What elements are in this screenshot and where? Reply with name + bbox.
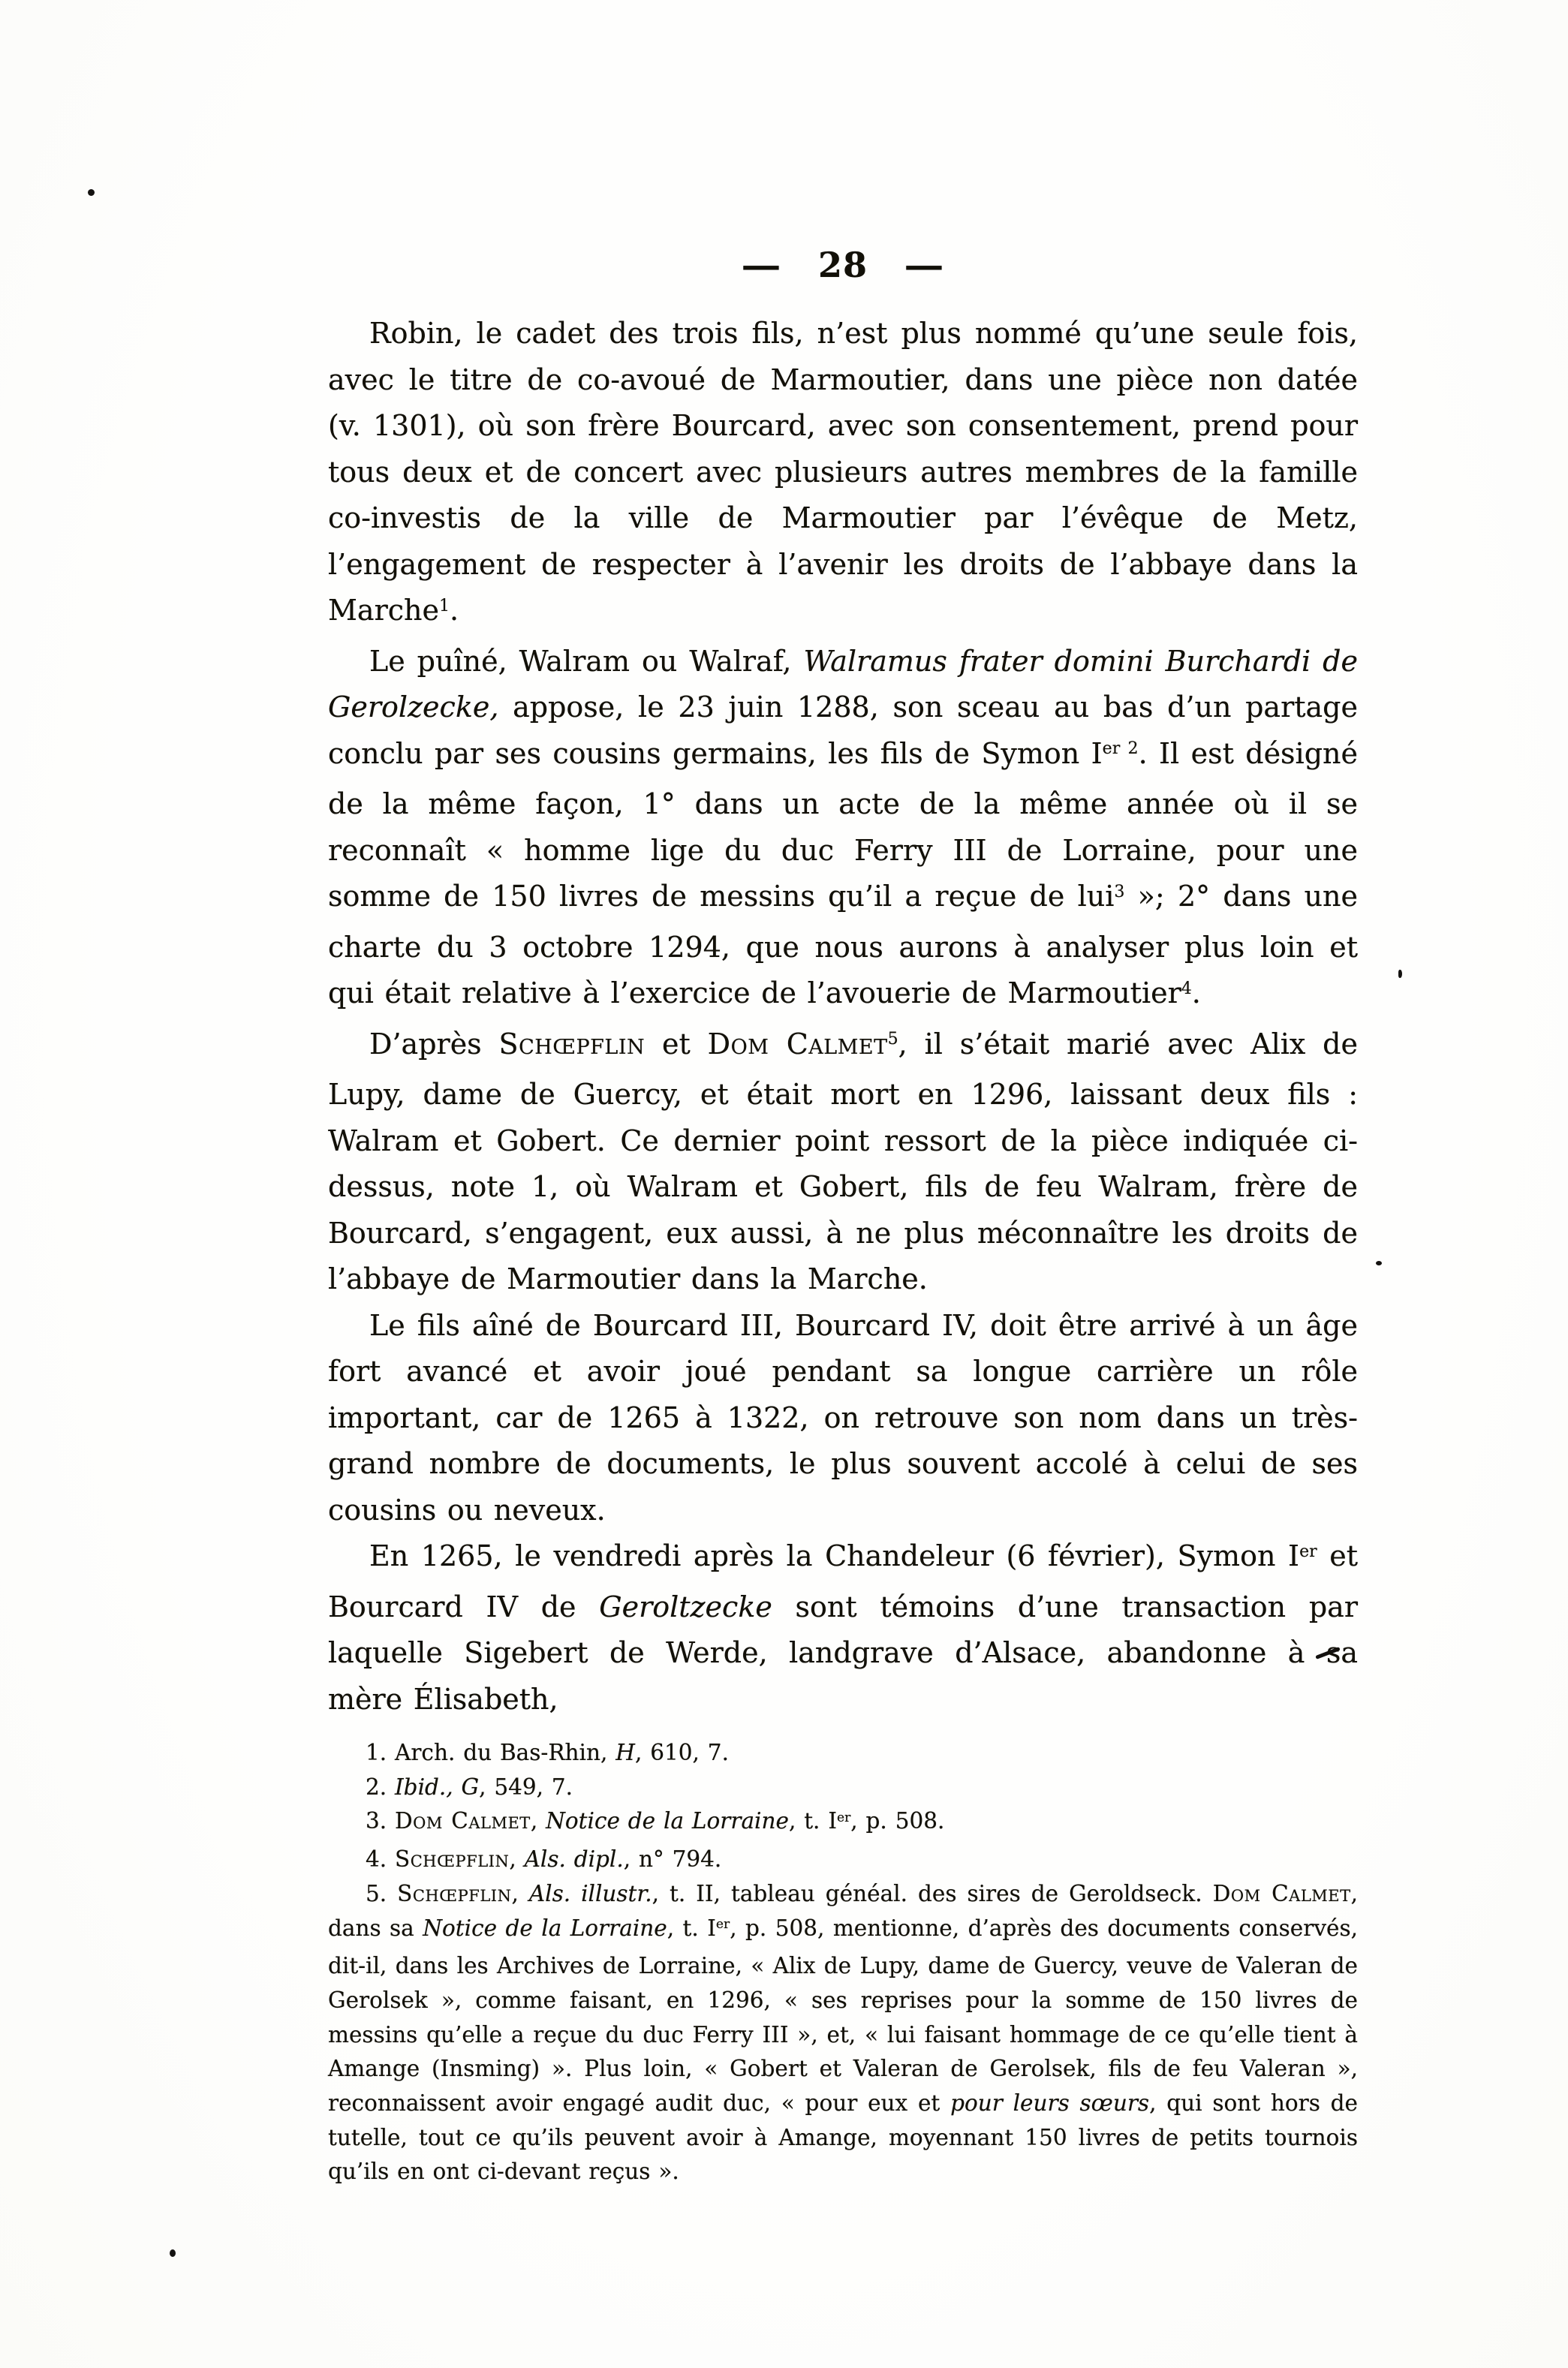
page-header xyxy=(328,242,1358,288)
footnote-2: 2. Ibid., G, 549, 7. xyxy=(366,1774,573,1800)
footnote-4: 4. Schœpflin, Als. dipl., n° 794. xyxy=(366,1846,722,1873)
body-paragraph-4: Le fils aîné de Bourcard III, Bourcard IV, doit être arrivé à un âge fort avancé et avoir joué pendant sa longue carrière un rôle important, car de 1265 à 1322, on retrouve son nom dans un très-grand nombre de documents, le plus souvent accolé à celui de ses cousins ou neveux. xyxy=(328,1308,1358,1527)
header-dash-right: — xyxy=(904,245,945,285)
footnotes xyxy=(328,1736,1358,2189)
footnote-1: 1. Arch. du Bas-Rhin, H, 610, 7. xyxy=(366,1740,729,1765)
body-paragraph-1: Robin, le cadet des trois fils, n’est plus nommé qu’une seule fois, avec le titre de co-avoué de Marmoutier, dans une pièce non datée (v. 1301), où son frère Bourcard, avec son consentement, prend pour tous deux et de concert avec plusieurs autres membres de la famille co-investis de la ville de Marmoutier par l’évêque de Metz, l’engagement de respecter à l’avenir les droits de l’abbaye dans la Marche$^1$. xyxy=(328,317,1358,627)
header-dash-left: — xyxy=(741,245,782,285)
page-number: 28 xyxy=(817,245,868,285)
text-block xyxy=(328,242,1358,2189)
body-text xyxy=(328,311,1358,1723)
footnote-3: 3. Dom Calmet, Notice de la Lorraine, t. Ier, p. 508. xyxy=(366,1808,945,1834)
scan-artifact xyxy=(170,2249,176,2257)
footnote-5: 5. Schœpflin, Als. illustr., t. II, tableau généal. des sires de Geroldseck. Dom Calmet, dans sa Notice de la Lorraine, t. Ier, p. 508, mentionne, d’après des documents conservés, dit-il, dans les Archives de Lorraine, « Alix de Lupy, dame de Guercy, veuve de Valeran de Gerolsek », comme faisant, en 1296, « ses reprises pour la somme de 150 livres de messins qu’elle a reçue du duc Ferry III », et, « lui faisant hommage de ce qu’elle tient à Amange (Insming) ». Plus loin, « Gobert et Valeran de Gerolsek, fils de feu Valeran », reconnaissent avoir engagé audit duc, « pour eux et pour leurs sœurs, qui sont hors de tutelle, tout ce qu’ils peuvent avoir à Amange, moyennant 150 livres de petits tournois qu’ils en ont ci-devant reçus ». xyxy=(328,1880,1358,2185)
scan-artifact xyxy=(88,189,95,196)
body-paragraph-5: En 1265, le vendredi après la Chandeleur (6 février), Symon Ier et Bourcard IV de Geroltzecke sont témoins d’une transaction par laquelle Sigebert de Werde, landgrave d’Alsace, abandonne à sa mère Élisabeth, xyxy=(328,1539,1359,1716)
scan-artifact xyxy=(1376,1261,1382,1265)
body-paragraph-3: D’après Schœpflin et Dom Calmet$^5$, il s’était marié avec Alix de Lupy, dame de Guercy, et était mort en 1296, laissant deux fils : Walram et Gobert. Ce dernier point ressort de la pièce indiquée ci-dessus, note 1, où Walram et Gobert, fils de feu Walram, frère de Bourcard, s’engagent, eux aussi, à ne plus méconnaître les droits de l’abbaye de Marmoutier dans la Marche. xyxy=(328,1027,1358,1295)
scan-artifact xyxy=(1398,970,1402,978)
body-paragraph-2: Le puîné, Walram ou Walraf, Walramus frater domini Burchardi de Gerolzecke, appose, le 23 juin 1288, son sceau au bas d’un partage conclu par ses cousins germains, les fils de Symon $I^{er 2}$. Il est désigné de la même façon, 1° dans un acte de la même année où il se reconnaît « homme lige du duc Ferry III de Lorraine, pour une somme de 150 livres de messins qu’il a reçue de lui$^3$ »; 2° dans une charte du 3 octobre 1294, que nous aurons à analyser plus loin et qui était relative à l’exercice de l’avouerie de Marmoutier$^4$. xyxy=(328,644,1359,1009)
